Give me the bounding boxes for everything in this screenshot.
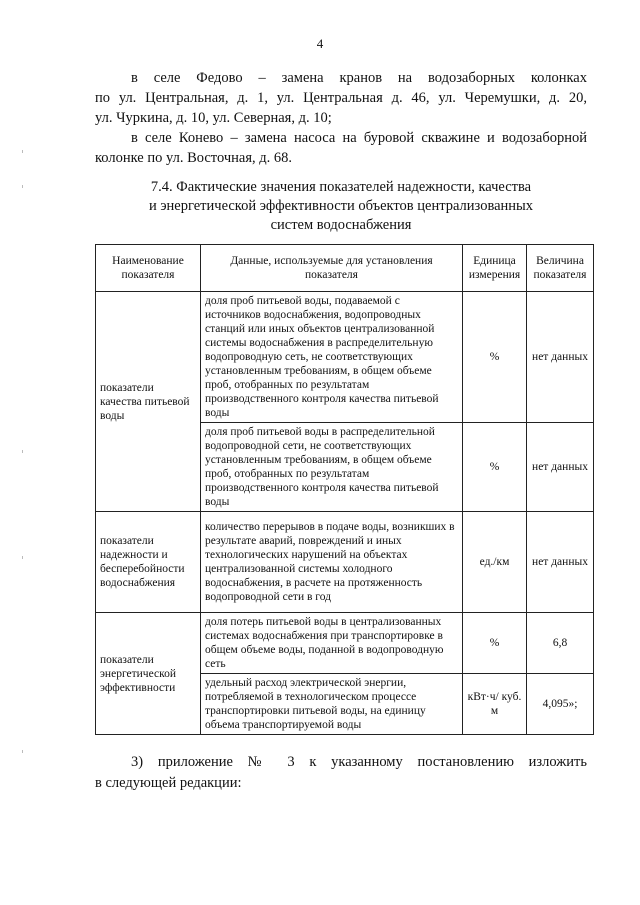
intro-paragraph-konevo bbox=[95, 128, 587, 168]
indicator-value: нет данных bbox=[527, 512, 594, 613]
scan-mark bbox=[22, 150, 23, 153]
table-row bbox=[96, 613, 594, 674]
scan-mark bbox=[22, 750, 23, 753]
paragraph-line: в селе Федово – замена кранов на водозаборных колонках bbox=[131, 70, 587, 86]
table-row bbox=[96, 512, 594, 613]
header-unit: Единица измерения bbox=[463, 245, 527, 292]
indicator-data: количество перерывов в подаче воды, возникших в результате аварий, повреждений и иных технологических нарушений на объектах централизованной системы холодного водоснабжения, в расчете на протяженность водопроводной сети в год bbox=[201, 512, 463, 613]
paragraph-line: колонке по ул. Восточная, д. 68. bbox=[95, 150, 292, 166]
paragraph-line: в следующей редакции: bbox=[95, 775, 242, 791]
page-number: 4 bbox=[316, 36, 324, 51]
indicator-value: нет данных bbox=[527, 292, 594, 423]
indicator-unit: % bbox=[463, 292, 527, 423]
amendment-paragraph bbox=[95, 752, 587, 794]
paragraph-line: по ул. Центральная, д. 1, ул. Центральная д. 46, ул. Черемушки, д. 20, bbox=[95, 90, 587, 106]
paragraph-line: 3) приложение № 3 к указанному постановлению изложить bbox=[131, 754, 587, 770]
indicator-data: доля проб питьевой воды, подаваемой с источников водоснабжения, водопроводных станций или иных объектов централизованной системы водоснабжения в распределительную водопроводную сеть, не соответствующих установленным требованиям, в общем объеме проб, отобранных по результатам производственного контроля качества питьевой воды bbox=[201, 292, 463, 423]
indicator-unit: ед./км bbox=[463, 512, 527, 613]
table-header-row bbox=[96, 245, 594, 292]
indicator-value: 6,8 bbox=[527, 613, 594, 674]
scan-mark bbox=[22, 185, 23, 188]
indicator-data: удельный расход электрической энергии, потребляемой в технологическом процессе транспортировки питьевой воды, на единицу объема транспортируемой воды bbox=[201, 674, 463, 735]
scan-mark bbox=[22, 556, 23, 559]
header-data: Данные, используемые для установления показателя bbox=[201, 245, 463, 292]
table-row bbox=[96, 292, 594, 423]
section-heading bbox=[95, 178, 587, 235]
paragraph-line: в селе Конево – замена насоса на буровой скважине и водозаборной bbox=[131, 130, 587, 146]
indicator-data: доля потерь питьевой воды в централизованных системах водоснабжения при транспортировке в общем объеме воды, поданной в водопроводную сеть bbox=[201, 613, 463, 674]
indicator-group-name: показатели качества питьевой воды bbox=[96, 292, 201, 512]
indicators-table bbox=[95, 244, 594, 735]
indicator-value: нет данных bbox=[527, 423, 594, 512]
paragraph-line: ул. Чуркина, д. 10, ул. Северная, д. 10; bbox=[95, 110, 332, 126]
indicator-value: 4,095»; bbox=[527, 674, 594, 735]
indicator-data: доля проб питьевой воды в распределительной водопроводной сети, не соответствующих установленным требованиям, в общем объеме проб, отобранных по результатам производственного контроля качества питьевой воды bbox=[201, 423, 463, 512]
indicator-unit: % bbox=[463, 423, 527, 512]
heading-line: систем водоснабжения bbox=[270, 217, 412, 233]
indicator-unit: % bbox=[463, 613, 527, 674]
heading-line: 7.4. Фактические значения показателей надежности, качества bbox=[150, 179, 532, 195]
indicator-group-name: показатели энергетической эффективности bbox=[96, 613, 201, 735]
scan-mark bbox=[22, 450, 23, 453]
header-name: Наименование показателя bbox=[96, 245, 201, 292]
heading-line: и энергетической эффективности объектов централизованных bbox=[148, 198, 534, 214]
indicator-unit: кВт·ч/ куб. м bbox=[463, 674, 527, 735]
indicator-group-name: показатели надежности и бесперебойности водоснабжения bbox=[96, 512, 201, 613]
header-value: Величина показателя bbox=[527, 245, 594, 292]
intro-paragraph-fedovo bbox=[95, 68, 587, 128]
